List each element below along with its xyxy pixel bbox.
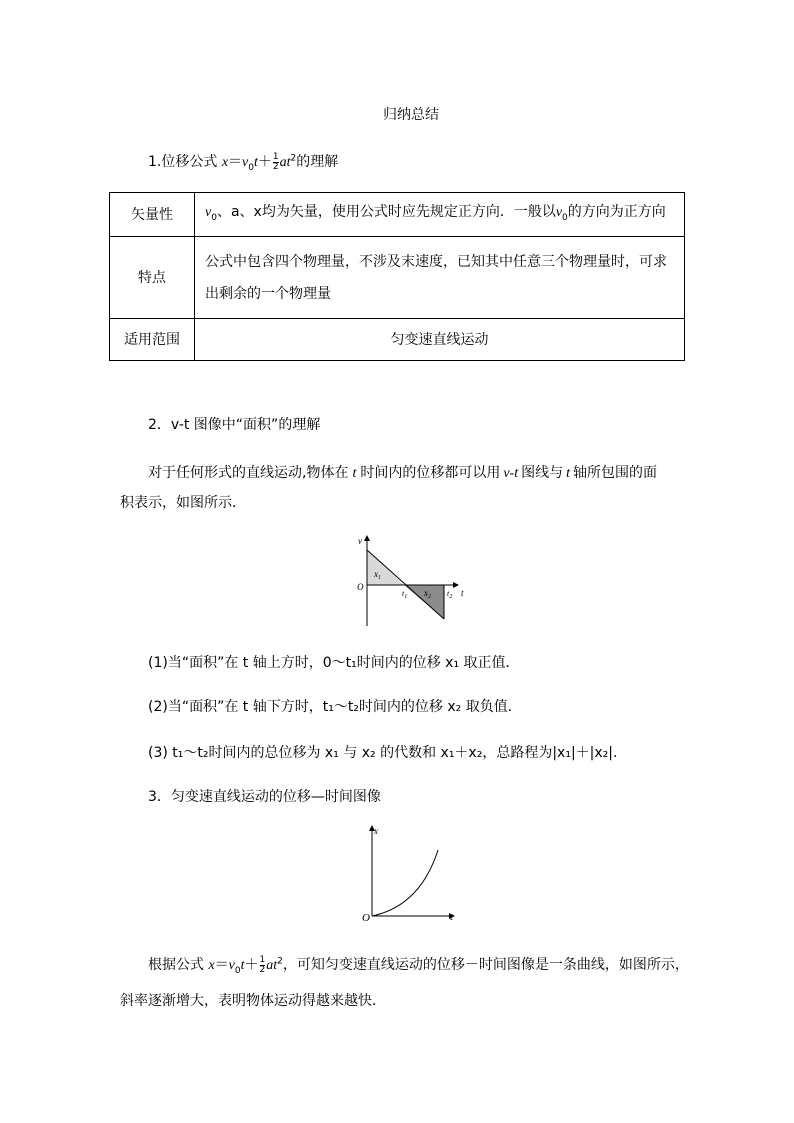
t-symbol: t: [352, 466, 357, 481]
section3-paragraph-line1: [148, 954, 689, 976]
paragraph-text: 根据公式: [148, 957, 204, 973]
paragraph-text: 时间内的位移都可以用: [360, 465, 501, 481]
fraction-denominator: 2: [272, 161, 279, 172]
formula-a: a: [279, 155, 287, 170]
formula-fraction: [260, 956, 266, 975]
t1-sub: 1: [404, 594, 408, 600]
formula-fraction: [273, 153, 279, 172]
fraction-numerator: 1: [272, 151, 279, 162]
section3-paragraph-line2: 斜率逐渐增大，表明物体运动得越来越快．: [120, 993, 386, 1009]
vt-area-graph: [350, 530, 475, 630]
formula-x: x: [208, 958, 215, 973]
section2-heading: 2．v-t 图像中“面积”的理解: [148, 417, 321, 433]
x2-symbol: x: [424, 588, 428, 598]
formula-property-table: [109, 192, 685, 361]
vector-text: 均为矢量，使用公式时应先规定正方向．一般以: [261, 203, 556, 220]
formula-v-sub: 0: [248, 162, 254, 173]
formula-v: v: [242, 155, 249, 170]
origin-label: O: [362, 912, 370, 924]
section1-heading: [148, 151, 338, 173]
table-content-cell: 公式中包含四个物理量，不涉及末速度，已知其中任意三个物理量时，可求出剩余的一个物理量: [195, 237, 685, 319]
formula-t-squared: t: [273, 958, 278, 973]
t1-symbol: t: [402, 589, 405, 598]
section1-suffix: 的理解: [296, 154, 339, 170]
v0-sub: 0: [562, 212, 568, 223]
paragraph-text: ，可知匀变速直线运动的位移－时间图像是一条曲线，如图所示，: [282, 957, 689, 973]
section2-paragraph-line2: 积表示，如图所示．: [120, 495, 246, 511]
formula-exponent: 2: [290, 153, 297, 164]
vt-symbol: v-t: [503, 466, 519, 481]
table-row: [110, 237, 685, 319]
formula-t: t: [253, 155, 258, 170]
parabola-curve: [372, 850, 438, 916]
t-axis-label: t: [450, 911, 454, 923]
v0-sub: 0: [211, 212, 217, 223]
formula-v: v: [228, 958, 235, 973]
table-content-cell: 匀变速直线运动: [195, 319, 685, 361]
formula-exponent: 2: [277, 956, 283, 967]
v0-symbol: v: [205, 204, 212, 220]
table-content-cell: [195, 193, 685, 237]
paragraph-text: 对于任何形式的直线运动,物体在: [148, 465, 349, 481]
section3-heading: 3．匀变速直线运动的位移—时间图像: [148, 789, 381, 805]
section2-paragraph-line1: [148, 462, 657, 482]
t1-label: [402, 589, 407, 600]
v-axis-label: v: [358, 536, 362, 546]
v0-symbol: v: [555, 204, 563, 220]
x-axis-label: x: [374, 826, 378, 836]
x1-symbol: x: [374, 569, 378, 579]
a-x-symbols: 、a、x: [216, 203, 262, 220]
formula-plus: ＋: [257, 154, 272, 170]
paragraph-text: 轴所包围的面: [573, 465, 657, 481]
formula-a: a: [266, 958, 274, 973]
section1-prefix: 位移公式: [161, 154, 218, 170]
t2-sub: 2: [449, 594, 453, 600]
table-row: [110, 319, 685, 361]
x1-sub: 1: [378, 575, 381, 581]
t-symbol: t: [566, 466, 570, 481]
section2-item3: (3) t₁～t₂时间内的总位移为 x₁ 与 x₂ 的代数和 x₁＋x₂，总路程为|x₁|＋|x₂|．: [148, 745, 627, 761]
table-header-cell: 特点: [110, 237, 195, 319]
t2-symbol: t: [447, 589, 450, 598]
table-row: [110, 193, 685, 237]
vector-text-end: 的方向为正方向: [567, 203, 666, 220]
origin-label: O: [357, 582, 364, 592]
fraction-denominator: 2: [259, 964, 266, 975]
section1-number: 1.: [148, 154, 162, 170]
xt-parabola-graph: [358, 822, 463, 924]
table-header-cell: 适用范围: [110, 319, 195, 361]
paragraph-text: 图线与: [521, 465, 564, 481]
x2-sub: 2: [428, 594, 431, 600]
formula-eq: ＝: [228, 154, 243, 170]
formula-x: x: [221, 155, 229, 170]
t-axis-label: t: [461, 588, 464, 598]
section2-item1: (1)当“面积”在 t 轴上方时，0～t₁时间内的位移 x₁ 取正值．: [148, 655, 520, 671]
table-header-cell: 矢量性: [110, 193, 195, 237]
section2-item2: (2)当“面积”在 t 轴下方时，t₁～t₂时间内的位移 x₂ 取负值．: [148, 699, 522, 715]
formula-t: t: [240, 958, 245, 973]
formula-v-sub: 0: [234, 965, 241, 976]
formula-t-squared: t: [286, 155, 291, 170]
fraction-numerator: 1: [259, 954, 266, 965]
page-title: 归纳总结: [383, 107, 439, 123]
t2-label: [447, 589, 452, 600]
formula-plus: ＋: [244, 957, 259, 973]
formula-eq: ＝: [214, 957, 229, 973]
